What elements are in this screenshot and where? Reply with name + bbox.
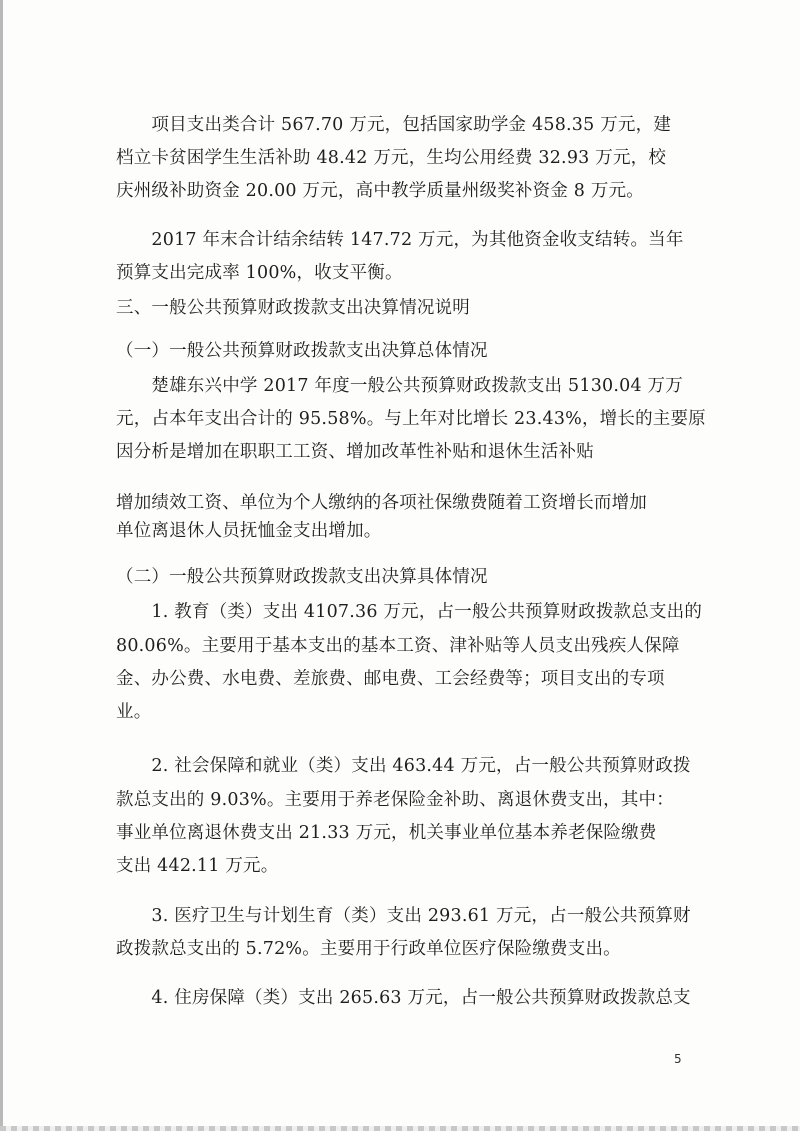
text-line: 2017 年末合计结余结转 147.72 万元，为其他资金收支结转。当年 — [116, 230, 684, 250]
text-line: 1. 教育（类）支出 4107.36 万元，占一般公共预算财政拨款总支出的 — [116, 602, 703, 622]
text-line: 2. 社会保障和就业（类）支出 463.44 万元，占一般公共预算财政拨 — [116, 756, 691, 776]
text-line: 支出 442.11 万元。 — [116, 856, 279, 876]
page-number: 5 — [674, 1052, 682, 1066]
text-line: 业。 — [116, 702, 152, 722]
subsection-heading: （二）一般公共预算财政拨款支出决算具体情况 — [116, 567, 488, 587]
text-line: 4. 住房保障（类）支出 265.63 万元，占一般公共预算财政拨款总支 — [116, 988, 691, 1008]
text-line: 金、办公费、水电费、差旅费、邮电费、工会经费等；项目支出的专项 — [116, 669, 665, 689]
text-line: 项目支出类合计 567.70 万元，包括国家助学金 458.35 万元，建 — [116, 115, 672, 135]
text-line: 档立卡贫困学生生活补助 48.42 万元，生均公用经费 32.93 万元，校 — [116, 148, 667, 168]
text-line: 3. 医疗卫生与计划生育（类）支出 293.61 万元，占一般公共预算财 — [116, 906, 691, 926]
text-line: 因分析是增加在职职工工资、增加改革性补贴和退休生活补贴 — [116, 442, 594, 462]
text-line: 元，占本年支出合计的 95.58%。与上年对比增长 23.43%，增长的主要原 — [116, 409, 706, 429]
text-line: 事业单位离退休费支出 21.33 万元，机关事业单位基本养老保险缴费 — [116, 823, 657, 843]
subsection-heading: （一）一般公共预算财政拨款支出决算总体情况 — [116, 341, 488, 361]
text-line: 单位离退休人员抚恤金支出增加。 — [116, 521, 382, 541]
text-line: 增加绩效工资、单位为个人缴纳的各项社保缴费随着工资增长而增加 — [116, 493, 647, 513]
text-line: 庆州级补助资金 20.00 万元，高中教学质量州级奖补资金 8 万元。 — [116, 181, 644, 201]
scan-bottom-edge — [0, 1126, 800, 1131]
text-line: 政拨款总支出的 5.72%。主要用于行政单位医疗保险缴费支出。 — [116, 939, 621, 959]
text-line: 预算支出完成率 100%，收支平衡。 — [116, 263, 403, 283]
text-line: 80.06%。主要用于基本支出的基本工资、津补贴等人员支出残疾人保障 — [116, 636, 680, 656]
text-line: 款总支出的 9.03%。主要用于养老保险金补助、离退休费支出，其中： — [116, 790, 674, 810]
scan-left-edge — [0, 0, 3, 1131]
text-line: 楚雄东兴中学 2017 年度一般公共预算财政拨款支出 5130.04 万万 — [116, 376, 683, 396]
section-heading: 三、一般公共预算财政拨款支出决算情况说明 — [116, 298, 470, 318]
